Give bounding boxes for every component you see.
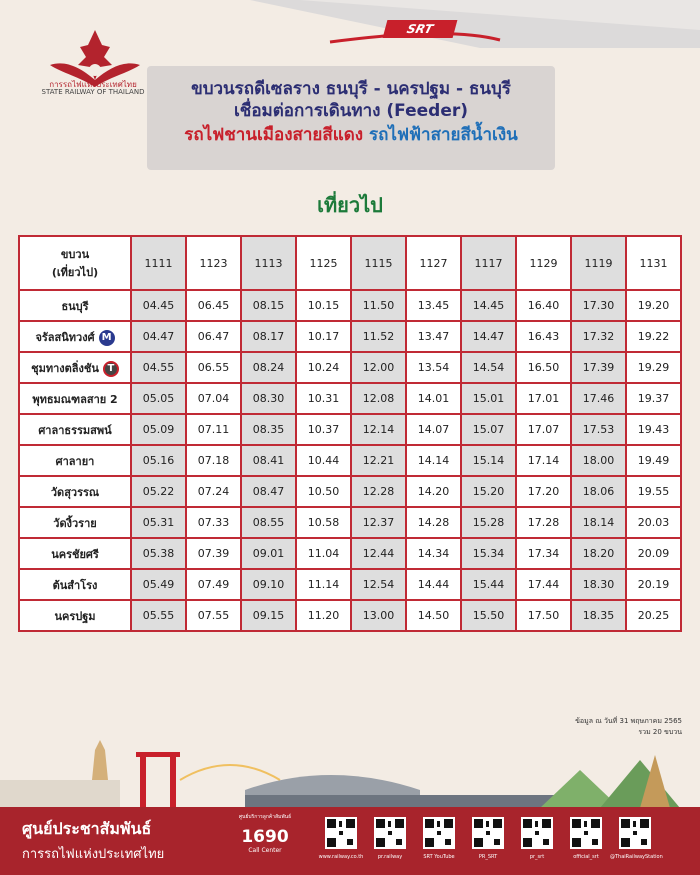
departure-time: 10.17 xyxy=(296,321,351,352)
departure-time: 13.45 xyxy=(406,290,461,321)
call-center-badge[interactable] xyxy=(238,813,292,863)
qr-code-icon[interactable] xyxy=(619,817,651,849)
departure-time: 06.47 xyxy=(186,321,241,352)
station-name xyxy=(19,352,131,383)
globe-label: www.railway.co.th xyxy=(318,854,364,860)
departure-time: 14.28 xyxy=(406,507,461,538)
station-label: พุทธมณฑลสาย 2 xyxy=(32,392,118,406)
train-number: 1129 xyxy=(516,236,571,290)
departure-time: 15.14 xyxy=(461,445,516,476)
departure-time: 10.24 xyxy=(296,352,351,383)
departure-time: 08.24 xyxy=(241,352,296,383)
departure-time: 11.20 xyxy=(296,600,351,631)
departure-time: 10.44 xyxy=(296,445,351,476)
qr-code-icon[interactable] xyxy=(472,817,504,849)
departure-time: 19.29 xyxy=(626,352,681,383)
departure-time: 08.47 xyxy=(241,476,296,507)
table-row xyxy=(19,476,681,507)
tiktok-label: pr_srt xyxy=(529,854,545,860)
departure-time: 05.55 xyxy=(131,600,186,631)
qr-code-icon[interactable] xyxy=(521,817,553,849)
call-number: 1690 xyxy=(241,827,289,847)
departure-time: 12.21 xyxy=(351,445,406,476)
departure-time: 08.41 xyxy=(241,445,296,476)
station-label: ศาลาธรรมสพน์ xyxy=(38,423,112,437)
table-row xyxy=(19,383,681,414)
departure-time: 17.46 xyxy=(571,383,626,414)
departure-time: 05.31 xyxy=(131,507,186,538)
departure-time: 16.50 xyxy=(516,352,571,383)
departure-time: 12.54 xyxy=(351,569,406,600)
departure-time: 07.04 xyxy=(186,383,241,414)
departure-time: 05.22 xyxy=(131,476,186,507)
departure-time: 07.49 xyxy=(186,569,241,600)
departure-time: 17.14 xyxy=(516,445,571,476)
station-label: ธนบุรี xyxy=(61,299,89,313)
departure-time: 13.54 xyxy=(406,352,461,383)
call-label: Call Center xyxy=(248,847,282,854)
departure-time: 17.39 xyxy=(571,352,626,383)
departure-time: 14.44 xyxy=(406,569,461,600)
departure-time: 17.32 xyxy=(571,321,626,352)
departure-time: 06.45 xyxy=(186,290,241,321)
station-name xyxy=(19,383,131,414)
departure-time: 08.17 xyxy=(241,321,296,352)
departure-time: 09.10 xyxy=(241,569,296,600)
qr-code-icon[interactable] xyxy=(570,817,602,849)
departure-time: 06.55 xyxy=(186,352,241,383)
footer xyxy=(0,807,700,875)
twitter-label: PR_SRT xyxy=(478,854,498,860)
station-name xyxy=(19,290,131,321)
departure-time: 10.31 xyxy=(296,383,351,414)
departure-time: 20.19 xyxy=(626,569,681,600)
departure-time: 19.55 xyxy=(626,476,681,507)
departure-time: 07.11 xyxy=(186,414,241,445)
departure-time: 04.55 xyxy=(131,352,186,383)
departure-time: 17.53 xyxy=(571,414,626,445)
departure-time: 13.47 xyxy=(406,321,461,352)
corner-header xyxy=(19,236,131,290)
departure-time: 12.37 xyxy=(351,507,406,538)
departure-time: 15.28 xyxy=(461,507,516,538)
departure-time: 11.50 xyxy=(351,290,406,321)
station-name xyxy=(19,507,131,538)
logo-thai-text: การรถไฟแห่งประเทศไทย xyxy=(49,80,137,89)
blue-line-label: รถไฟฟ้าสายสีน้ำเงิน xyxy=(368,125,518,145)
departure-time: 18.20 xyxy=(571,538,626,569)
call-caption: ศูนย์บริการลูกค้าสัมพันธ์ xyxy=(238,814,292,820)
departure-time: 17.28 xyxy=(516,507,571,538)
corner-line-2: (เที่ยวไป) xyxy=(51,266,99,279)
departure-time: 17.34 xyxy=(516,538,571,569)
train-number: 1127 xyxy=(406,236,461,290)
title-line-1: ขบวนรถดีเซลราง ธนบุรี - นครปฐม - ธนบุรี xyxy=(191,79,511,99)
station-label: ต้นสำโรง xyxy=(52,578,98,592)
departure-time: 15.34 xyxy=(461,538,516,569)
departure-time: 10.50 xyxy=(296,476,351,507)
footer-title: ศูนย์ประชาสัมพันธ์ xyxy=(22,819,152,838)
departure-time: 05.05 xyxy=(131,383,186,414)
departure-time: 14.20 xyxy=(406,476,461,507)
station-label: นครชัยศรี xyxy=(51,547,99,561)
table-row xyxy=(19,290,681,321)
departure-time: 07.24 xyxy=(186,476,241,507)
departure-time: 16.43 xyxy=(516,321,571,352)
qr-code-icon[interactable] xyxy=(423,817,455,849)
qr-code-icon[interactable] xyxy=(374,817,406,849)
departure-time: 05.09 xyxy=(131,414,186,445)
train-number: 1123 xyxy=(186,236,241,290)
title-box xyxy=(147,66,555,170)
departure-time: 09.01 xyxy=(241,538,296,569)
departure-time: 17.44 xyxy=(516,569,571,600)
train-number: 1117 xyxy=(461,236,516,290)
departure-time: 18.06 xyxy=(571,476,626,507)
station-name xyxy=(19,414,131,445)
departure-time: 20.09 xyxy=(626,538,681,569)
departure-time: 10.58 xyxy=(296,507,351,538)
instagram-label: official_srt xyxy=(573,854,599,860)
departure-time: 17.50 xyxy=(516,600,571,631)
corner-line-1: ขบวน xyxy=(60,248,90,261)
departure-time: 11.52 xyxy=(351,321,406,352)
departure-time: 14.50 xyxy=(406,600,461,631)
departure-time: 19.37 xyxy=(626,383,681,414)
departure-time: 10.15 xyxy=(296,290,351,321)
departure-time: 12.44 xyxy=(351,538,406,569)
station-name xyxy=(19,600,131,631)
departure-time: 05.49 xyxy=(131,569,186,600)
facebook-label: pr.railway xyxy=(377,854,403,860)
departure-time: 07.18 xyxy=(186,445,241,476)
departure-time: 14.07 xyxy=(406,414,461,445)
departure-time: 17.30 xyxy=(571,290,626,321)
station-label: ชุมทางตลิ่งชัน xyxy=(31,361,99,375)
table-row xyxy=(19,507,681,538)
departure-time: 13.00 xyxy=(351,600,406,631)
departure-time: 15.44 xyxy=(461,569,516,600)
footer-subtitle: การรถไฟแห่งประเทศไทย xyxy=(22,847,165,862)
departure-time: 12.08 xyxy=(351,383,406,414)
departure-time: 18.35 xyxy=(571,600,626,631)
train-number: 1113 xyxy=(241,236,296,290)
station-name xyxy=(19,321,131,352)
departure-time: 16.40 xyxy=(516,290,571,321)
departure-time: 11.04 xyxy=(296,538,351,569)
departure-time: 12.00 xyxy=(351,352,406,383)
station-label: จรัลสนิทวงศ์ xyxy=(35,330,95,344)
table-row xyxy=(19,600,681,631)
logo-english-text: STATE RAILWAY OF THAILAND xyxy=(41,88,145,96)
departure-time: 08.15 xyxy=(241,290,296,321)
departure-time: 19.22 xyxy=(626,321,681,352)
note-date: ข้อมูล ณ วันที่ 31 พฤษภาคม 2565 xyxy=(575,717,682,725)
table-row xyxy=(19,352,681,383)
departure-time: 07.33 xyxy=(186,507,241,538)
departure-time: 15.50 xyxy=(461,600,516,631)
data-note xyxy=(575,716,682,738)
departure-time: 20.03 xyxy=(626,507,681,538)
departure-time: 10.37 xyxy=(296,414,351,445)
departure-time: 15.07 xyxy=(461,414,516,445)
table-row xyxy=(19,569,681,600)
skyline-illustration-icon xyxy=(0,740,700,810)
departure-time: 08.35 xyxy=(241,414,296,445)
departure-time: 12.28 xyxy=(351,476,406,507)
departure-time: 14.14 xyxy=(406,445,461,476)
departure-time: 15.01 xyxy=(461,383,516,414)
departure-time: 14.01 xyxy=(406,383,461,414)
departure-time: 08.55 xyxy=(241,507,296,538)
departure-time: 18.00 xyxy=(571,445,626,476)
youtube-label: SRT YouTube xyxy=(423,854,455,860)
station-label: วัดงิ้วราย xyxy=(53,516,97,530)
departure-time: 12.14 xyxy=(351,414,406,445)
departure-time: 04.47 xyxy=(131,321,186,352)
table-row xyxy=(19,538,681,569)
departure-time: 18.14 xyxy=(571,507,626,538)
departure-time: 14.45 xyxy=(461,290,516,321)
train-number: 1111 xyxy=(131,236,186,290)
red-line-label: รถไฟชานเมืองสายสีแดง xyxy=(184,125,364,145)
departure-time: 07.55 xyxy=(186,600,241,631)
station-name xyxy=(19,445,131,476)
departure-time: 17.01 xyxy=(516,383,571,414)
title-line-3 xyxy=(147,122,555,148)
departure-time: 17.07 xyxy=(516,414,571,445)
departure-time: 14.34 xyxy=(406,538,461,569)
qr-code-icon[interactable] xyxy=(325,817,357,849)
station-name xyxy=(19,476,131,507)
departure-time: 18.30 xyxy=(571,569,626,600)
departure-time: 19.43 xyxy=(626,414,681,445)
departure-time: 11.14 xyxy=(296,569,351,600)
timetable-body xyxy=(19,290,681,631)
train-number: 1115 xyxy=(351,236,406,290)
table-row xyxy=(19,414,681,445)
departure-time: 14.54 xyxy=(461,352,516,383)
station-name xyxy=(19,538,131,569)
station-name xyxy=(19,569,131,600)
section-title: เที่ยวไป xyxy=(317,193,383,217)
departure-time: 19.49 xyxy=(626,445,681,476)
train-icon: T xyxy=(103,361,119,377)
departure-time: 09.15 xyxy=(241,600,296,631)
note-count: รวม 20 ขบวน xyxy=(638,728,682,736)
departure-time: 05.16 xyxy=(131,445,186,476)
table-row xyxy=(19,445,681,476)
departure-time: 05.38 xyxy=(131,538,186,569)
station-label: ศาลายา xyxy=(55,454,95,468)
departure-time: 15.20 xyxy=(461,476,516,507)
departure-time: 19.20 xyxy=(626,290,681,321)
departure-time: 04.45 xyxy=(131,290,186,321)
departure-time: 17.20 xyxy=(516,476,571,507)
train-number: 1125 xyxy=(296,236,351,290)
mrt-icon: M xyxy=(99,330,115,346)
timetable xyxy=(18,235,682,632)
table-row xyxy=(19,321,681,352)
train-number: 1131 xyxy=(626,236,681,290)
line-label: @ThaiRailwayStation xyxy=(610,854,663,860)
departure-time: 20.25 xyxy=(626,600,681,631)
train-number: 1119 xyxy=(571,236,626,290)
title-line-2: เชื่อมต่อการเดินทาง (Feeder) xyxy=(233,101,469,121)
timetable-header-row xyxy=(19,236,681,290)
srt-brand-tag: SRT xyxy=(383,20,458,38)
station-label: นครปฐม xyxy=(54,609,96,623)
departure-time: 07.39 xyxy=(186,538,241,569)
departure-time: 08.30 xyxy=(241,383,296,414)
departure-time: 14.47 xyxy=(461,321,516,352)
station-label: วัดสุวรรณ xyxy=(50,485,100,499)
